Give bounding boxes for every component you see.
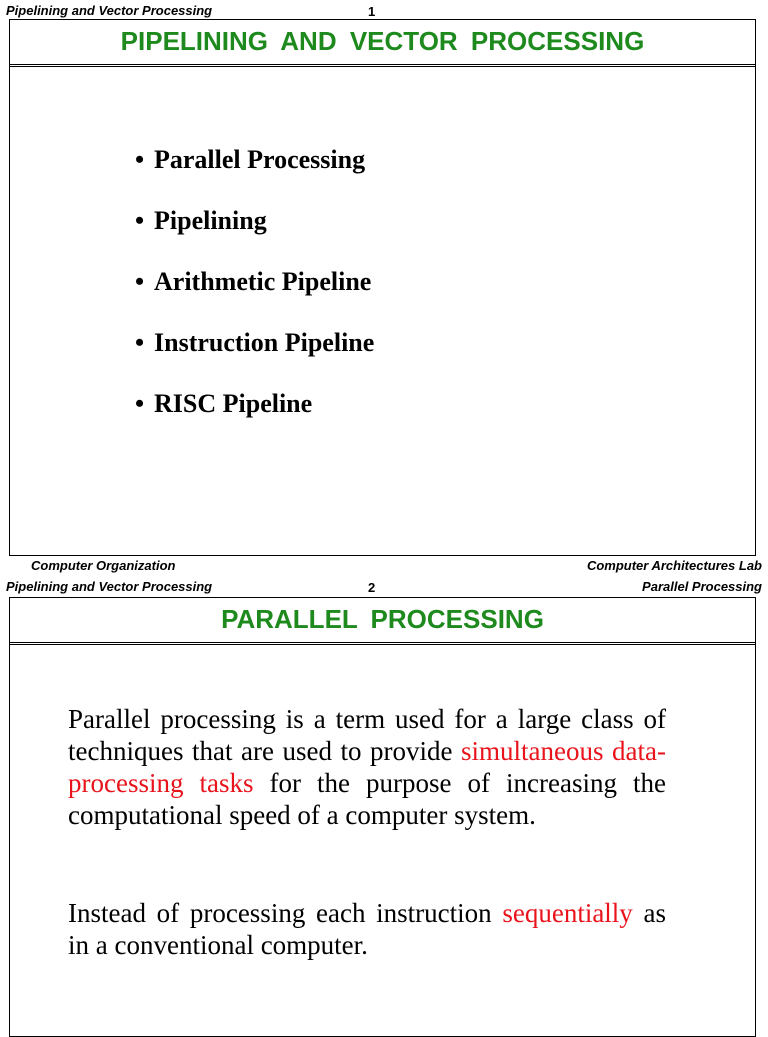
bullet-dot-icon: • xyxy=(135,145,145,174)
bullet-dot-icon: • xyxy=(135,206,145,235)
bullet-text: Pipelining xyxy=(154,206,267,235)
slide2-header-left: Pipelining and Vector Processing xyxy=(6,579,213,594)
slide1-title-bar xyxy=(10,20,755,67)
slide2-title-bar xyxy=(10,598,755,645)
slide1-bullet-list xyxy=(135,145,374,450)
bullet-item xyxy=(135,328,374,389)
paragraph-text: for the purpose of increasing the computational speed of a computer system. xyxy=(68,768,666,830)
bullet-dot-icon: • xyxy=(135,328,145,357)
slide1-title: PIPELINING AND VECTOR PROCESSING xyxy=(120,26,645,56)
bullet-item xyxy=(135,267,374,328)
slide2-paragraph-2 xyxy=(68,897,666,961)
bullet-text: RISC Pipeline xyxy=(154,389,313,418)
bullet-item xyxy=(135,389,374,450)
slide2-frame xyxy=(9,597,756,1037)
slide2-title: PARALLEL PROCESSING xyxy=(221,604,544,634)
bullet-text: Parallel Processing xyxy=(154,145,366,174)
slide1-page-number: 1 xyxy=(368,4,376,19)
slide2-header-right: Parallel Processing xyxy=(642,579,762,594)
slide1-frame xyxy=(9,19,756,556)
bullet-dot-icon: • xyxy=(135,389,145,418)
slide1-footer-right: Computer Architectures Lab xyxy=(586,558,762,573)
bullet-item xyxy=(135,145,374,206)
paragraph-text: as in a conventional computer. xyxy=(68,898,666,960)
bullet-dot-icon: • xyxy=(135,267,145,296)
slide1-footer-left: Computer Organization xyxy=(31,558,176,573)
slide2-paragraph-1 xyxy=(68,703,666,831)
paragraph-text: Parallel processing is a term used for a large class of techniques that are used to provide xyxy=(68,704,666,766)
slide1-header-left: Pipelining and Vector Processing xyxy=(6,3,213,18)
bullet-text: Instruction Pipeline xyxy=(154,328,375,357)
bullet-item xyxy=(135,206,374,267)
paragraph-highlight: sequentially xyxy=(502,898,633,928)
slide2-page-number: 2 xyxy=(368,580,376,595)
paragraph-text: Instead of processing each instruction xyxy=(68,898,503,928)
paragraph-highlight: simultaneous data-processing tasks xyxy=(68,736,666,798)
bullet-text: Arithmetic Pipeline xyxy=(154,267,372,296)
